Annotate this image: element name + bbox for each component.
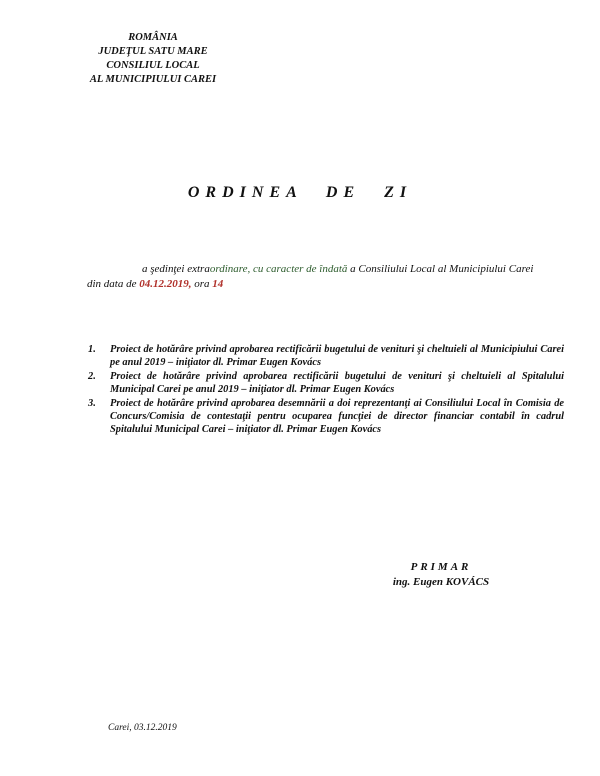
meeting-intro [87,262,567,292]
agenda-item-text: Proiect de hotărâre privind aprobarea rectificării bugetului de venituri şi cheltuieli al Municipiului Carei pe anul 2019 – iniţiator dl. Primar Eugen Kovács [110,344,564,369]
intro-date-label: din data de [87,278,140,290]
intro-text-3: a Consiliului Local al Municipiului Carei [347,263,534,275]
agenda-list [88,343,564,437]
header-country: ROMÂNIA [128,32,178,43]
header-council: CONSILIUL LOCAL [106,60,200,71]
document-title: ORDINEA DE ZI [187,184,413,201]
agenda-item-number: 2. [88,370,96,382]
agenda-item-text: Proiect de hotărâre privind aprobarea desemnării a doi reprezentanţi ai Consiliului Local în Comisia de Concurs/Comisia de contestaţii pentru ocuparea funcţiei de director financiar contabil în cadrul Spitalului Municipal Carei – iniţiator dl. Primar Eugen Kovács [110,397,564,436]
institution-header [58,31,248,87]
signature-role: PRIMAR [410,561,472,573]
agenda-item [88,370,564,397]
meeting-hour: 14 [212,278,224,290]
intro-line-1 [87,262,567,277]
header-county: JUDEŢUL SATU MARE [98,46,208,57]
signature-block [366,560,516,590]
header-municipality: AL MUNICIPIULUI CAREI [89,74,217,85]
intro-line-2 [87,278,223,290]
agenda-item [88,343,564,370]
agenda-item [88,397,564,437]
agenda-item-number: 1. [88,344,96,355]
intro-meeting-type: ordinare, cu caracter de îndată [209,263,348,275]
intro-hour-label: ora [191,278,213,290]
meeting-date: 04.12.2019, [139,278,192,290]
agenda-item-number: 3. [88,397,96,409]
intro-text-1: a şedinţei extra [142,263,210,275]
place-date: Carei, 03.12.2019 [108,723,177,733]
agenda-item-text: Proiect de hotărâre privind aprobarea rectificării bugetului de venituri şi cheltuieli al Spitalului Municipal Carei pe anul 2019 – iniţiator dl. Primar Eugen Kovács [110,370,564,396]
signature-name: ing. Eugen KOVÁCS [392,576,490,588]
